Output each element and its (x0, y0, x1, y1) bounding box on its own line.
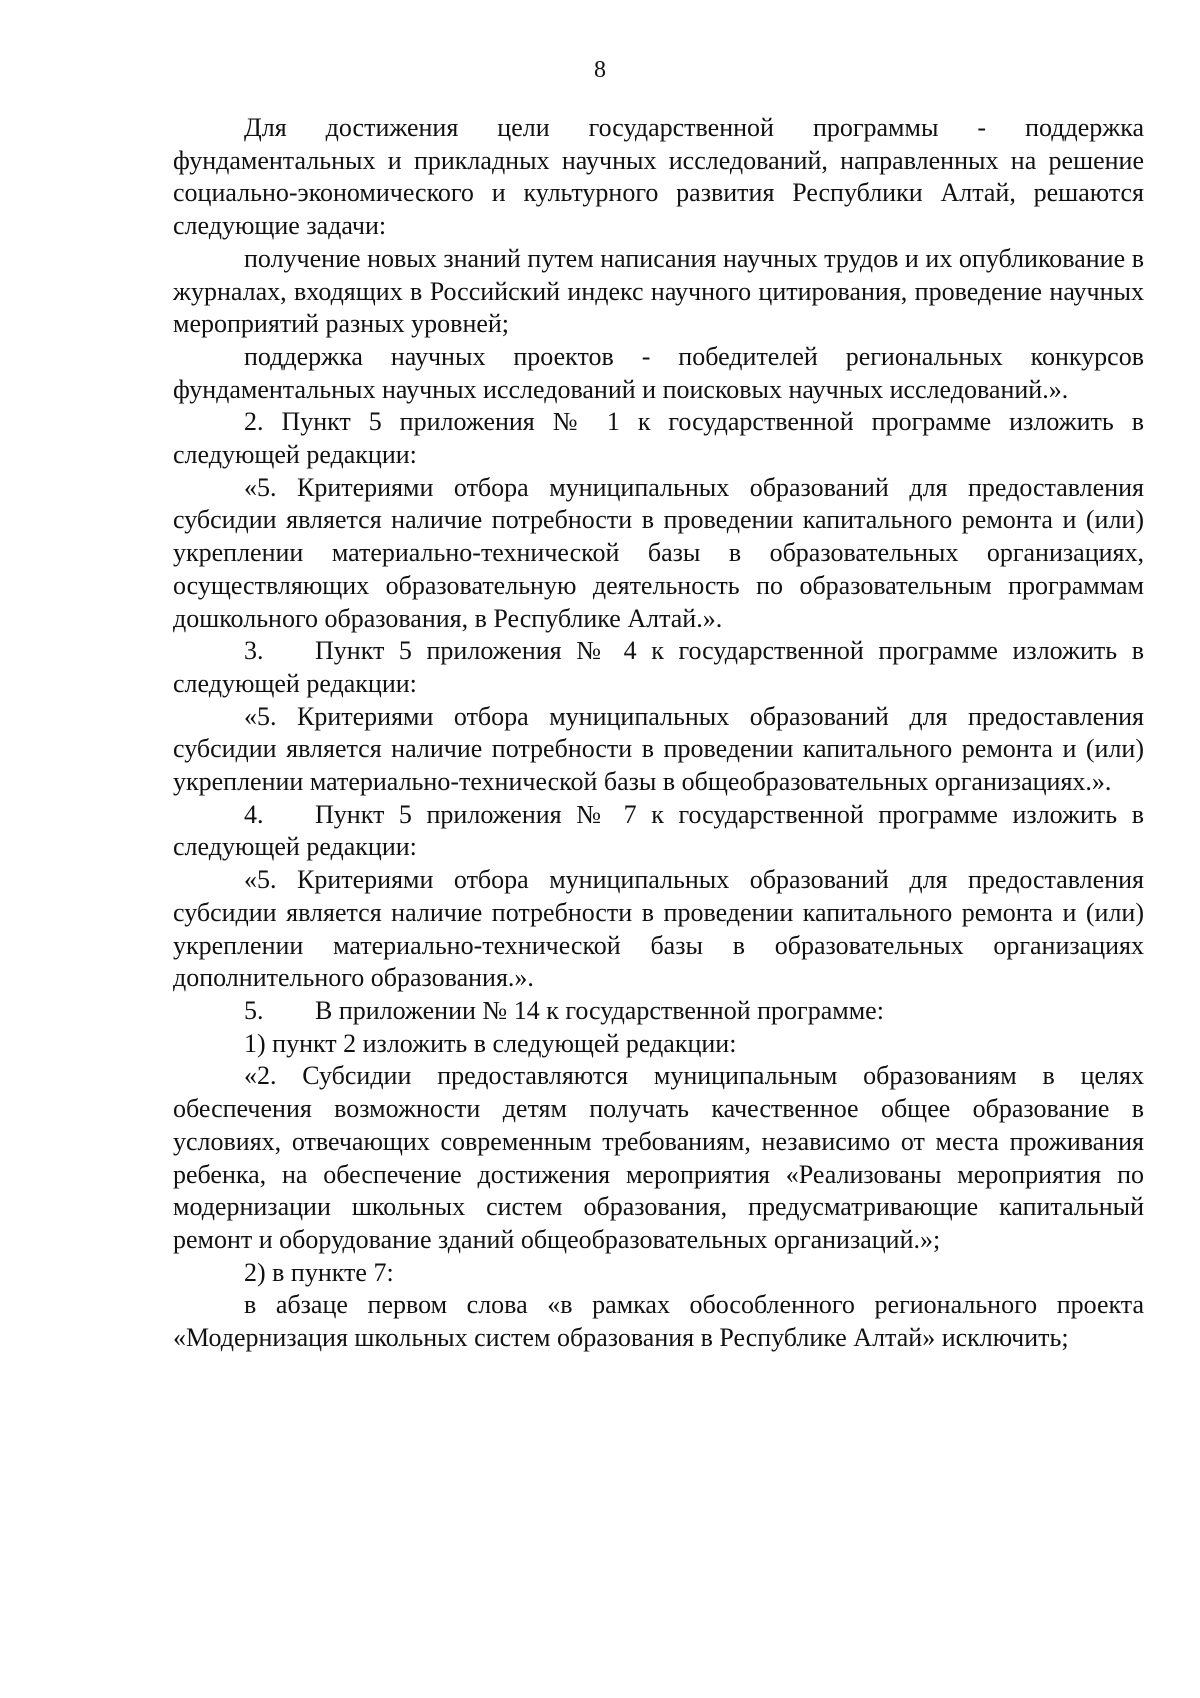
document-body (173, 112, 1144, 1355)
paragraph-goal-intro: Для достижения цели государственной программы - поддержка фундаментальных и прикладных научных исследований, направленных на решение социально-экономического и культурного развития Республики Алтай, решаются следующие задачи: (173, 113, 1144, 241)
paragraph-task-2: поддержка научных проектов - победителей региональных конкурсов фундаментальных научных исследований и поисковых научных исследований.». (173, 341, 1144, 404)
item-number: 5. (244, 995, 264, 1025)
item-number: 3. (244, 636, 264, 666)
paragraph-task-1: получение новых знаний путем написания научных трудов и их опубликование в журналах, входящих в Российский индекс научного цитирования, проведение научных мероприятий разных уровней; (173, 243, 1144, 339)
item-text: В приложении № 14 к государственной программе: (315, 995, 884, 1025)
paragraph-subitem-2-text: в абзаце первом слова «в рамках обособленного регионального проекта «Модернизация школьных систем образования в Республике Алтай» исключить; (173, 1290, 1144, 1353)
paragraph-subitem-2: 2) в пункте 7: (244, 1257, 394, 1287)
page-number: 8 (594, 57, 606, 83)
paragraph-item-2-quote: «5. Критериями отбора муниципальных образований для предоставления субсидии является наличие потребности в проведении капитального ремонта и (или) укреплении материально-технической базы в образовательных организациях, осуществляющих образовательную деятельность по образовательным программам дошкольного образования, в Республике Алтай.». (173, 472, 1144, 633)
paragraph-item-2: 2. Пункт 5 приложения № 1 к государственной программе изложить в следующей редакции: (173, 407, 1144, 470)
paragraph-item-5 (173, 995, 1144, 1028)
paragraph-item-3-quote: «5. Критериями отбора муниципальных образований для предоставления субсидии является наличие потребности в проведении капитального ремонта и (или) укреплении материально-технической базы в общеобразовательных организациях.». (173, 701, 1144, 797)
paragraph-subitem-1-quote: «2. Субсидии предоставляются муниципальным образованиям в целях обеспечения возможности детям получать качественное общее образование в условиях, отвечающих современным требованиям, независимо от места проживания ребенка, на обеспечение достижения мероприятия «Реализованы мероприятия по модернизации школьных систем образования, предусматривающие капитальный ремонт и оборудование зданий общеобразовательных организаций.»; (173, 1061, 1144, 1254)
item-text: Пункт 5 приложения № 7 к государственной программе изложить в следующей редакции: (173, 799, 1144, 862)
paragraph-subitem-1: 1) пункт 2 изложить в следующей редакции: (244, 1028, 737, 1058)
paragraph-item-3 (173, 635, 1144, 700)
paragraph-item-4-quote: «5. Критериями отбора муниципальных образований для предоставления субсидии является наличие потребности в проведении капитального ремонта и (или) укреплении материально-технической базы в образовательных организациях дополнительного образования.». (173, 865, 1144, 993)
item-text: Пункт 5 приложения № 4 к государственной программе изложить в следующей редакции: (173, 636, 1144, 698)
item-number: 4. (244, 799, 264, 829)
paragraph-item-4 (173, 799, 1144, 864)
